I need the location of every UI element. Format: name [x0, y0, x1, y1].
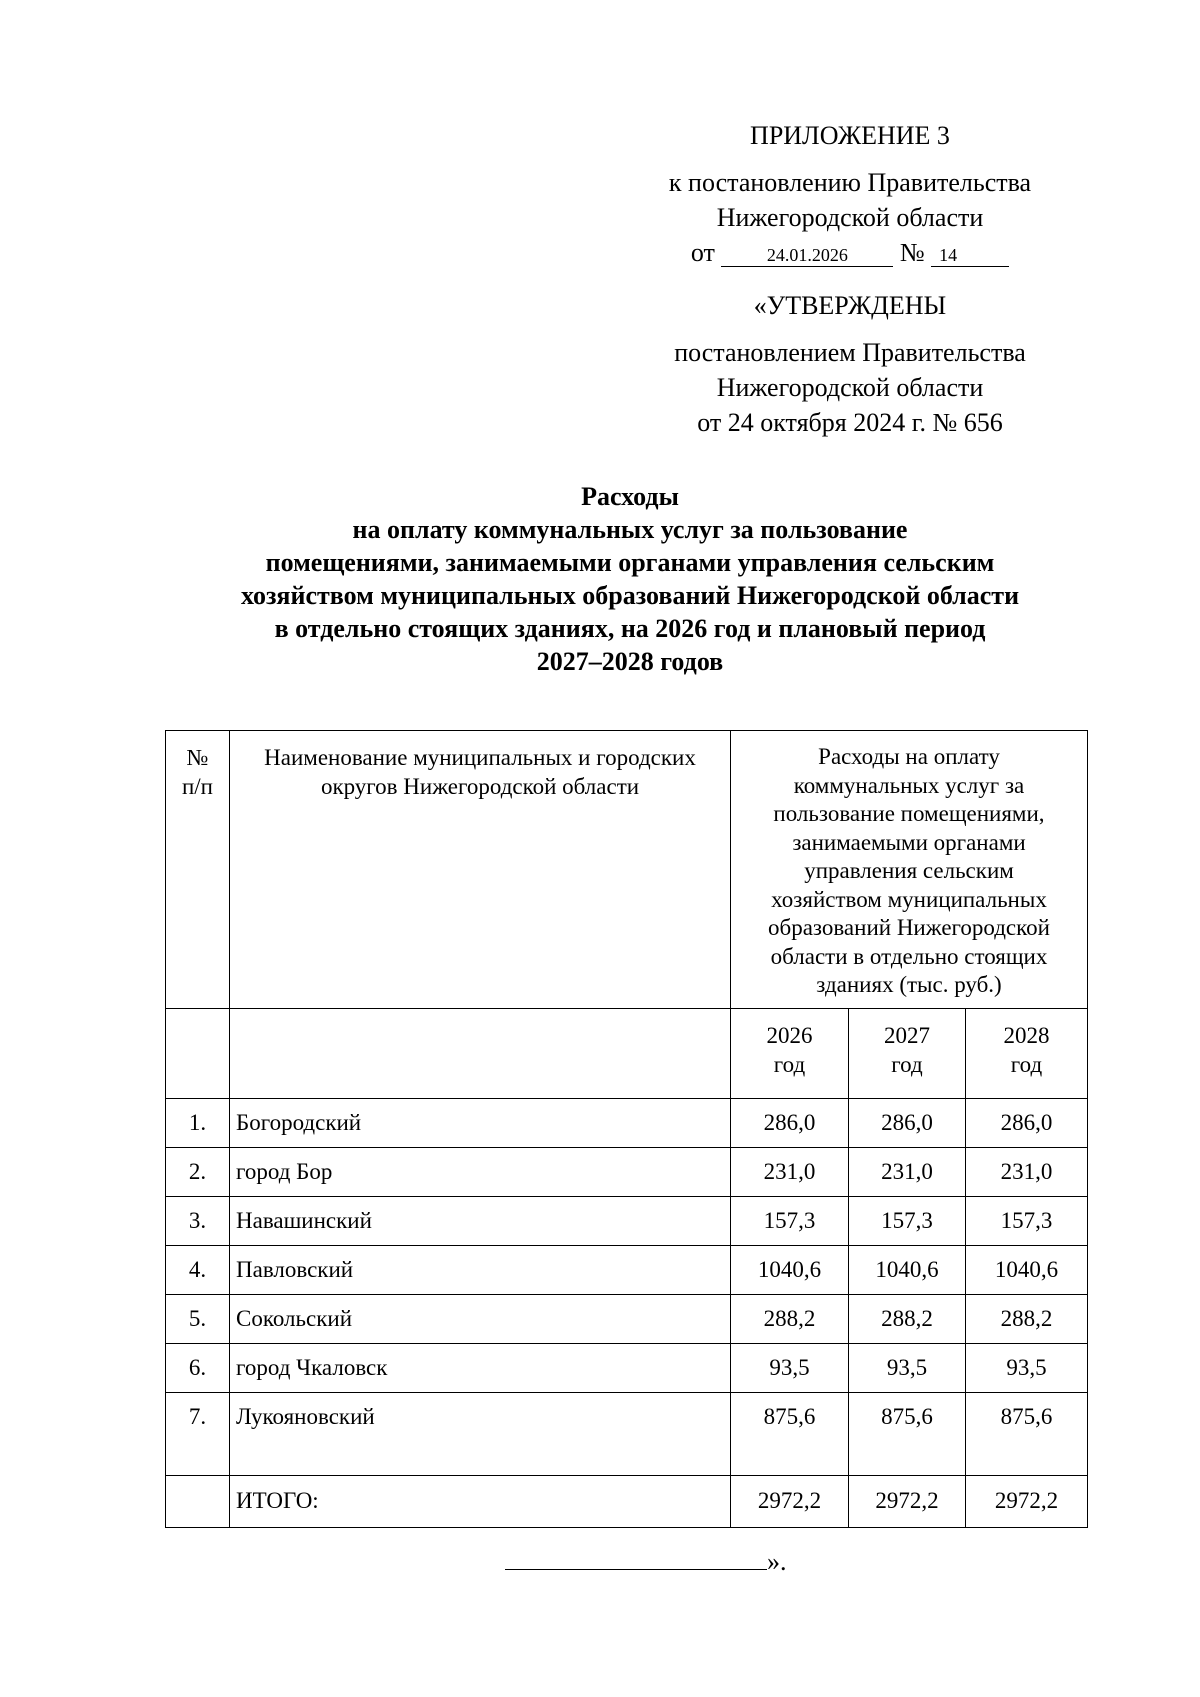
district-name: город Бор — [230, 1147, 731, 1196]
header-number — [166, 731, 230, 1009]
appendix-heading: ПРИЛОЖЕНИЕ 3 — [750, 121, 950, 150]
value-2028: 875,6 — [966, 1392, 1088, 1475]
row-number: 4. — [166, 1245, 230, 1294]
approved-line3: от 24 октября 2024 г. № 656 — [697, 408, 1003, 437]
row-number: 3. — [166, 1196, 230, 1245]
year-unit: год — [773, 1051, 806, 1077]
year-label: 2027 — [884, 1022, 930, 1048]
total-2028: 2972,2 — [966, 1475, 1088, 1527]
district-name: Навашинский — [230, 1196, 731, 1245]
value-2028: 286,0 — [966, 1098, 1088, 1147]
value-2028: 93,5 — [966, 1343, 1088, 1392]
value-2027: 286,0 — [849, 1098, 966, 1147]
value-2026: 231,0 — [731, 1147, 849, 1196]
district-name: Павловский — [230, 1245, 731, 1294]
value-2028: 1040,6 — [966, 1245, 1088, 1294]
title-line2: на оплату коммунальных услуг за пользование — [352, 515, 908, 544]
value-2026: 157,3 — [731, 1196, 849, 1245]
row-number: 7. — [166, 1392, 230, 1475]
table-row — [166, 1098, 1088, 1147]
header-expenses-line: зданиях (тыс. руб.) — [816, 972, 1002, 997]
date-prefix: от — [690, 238, 715, 267]
total-row — [166, 1475, 1088, 1527]
years-row — [166, 1008, 1088, 1098]
table-row — [166, 1245, 1088, 1294]
document-title — [180, 480, 1080, 678]
row-number: 5. — [166, 1294, 230, 1343]
year-unit: год — [1010, 1051, 1043, 1077]
total-label: ИТОГО: — [230, 1475, 731, 1527]
year-label: 2026 — [766, 1022, 813, 1048]
table-row — [166, 1294, 1088, 1343]
value-2027: 288,2 — [849, 1294, 966, 1343]
header-number-line1: № — [186, 745, 209, 770]
closing-quote: ». — [767, 1547, 787, 1576]
header-expenses-line: хозяйством муниципальных — [771, 886, 1047, 912]
resolution-number: 14 — [931, 244, 1009, 267]
value-2026: 1040,6 — [731, 1245, 849, 1294]
title-line4: хозяйством муниципальных образований Нижегородской области — [240, 581, 1020, 610]
years-empty-number — [166, 1008, 230, 1098]
district-name: Богородский — [230, 1098, 731, 1147]
value-2026: 93,5 — [731, 1343, 849, 1392]
header-number-line2: п/п — [181, 774, 213, 799]
total-2026: 2972,2 — [731, 1475, 849, 1527]
header-expenses-line: пользование помещениями, — [773, 801, 1045, 826]
table-row — [166, 1147, 1088, 1196]
value-2027: 875,6 — [849, 1392, 966, 1475]
value-2027: 1040,6 — [849, 1245, 966, 1294]
year-2026 — [731, 1008, 849, 1098]
value-2028: 157,3 — [966, 1196, 1088, 1245]
appendix-line1: к постановлению Правительства — [668, 168, 1032, 197]
row-number: 2. — [166, 1147, 230, 1196]
year-label: 2028 — [1003, 1022, 1050, 1048]
value-2027: 93,5 — [849, 1343, 966, 1392]
value-2028: 288,2 — [966, 1294, 1088, 1343]
approved-heading: «УТВЕРЖДЕНЫ — [753, 291, 947, 320]
header-expenses-line: области в отдельно стоящих — [770, 943, 1048, 969]
row-number: 6. — [166, 1343, 230, 1392]
title-line1: Расходы — [581, 482, 679, 511]
title-line6: 2027–2028 годов — [536, 647, 724, 676]
value-2028: 231,0 — [966, 1147, 1088, 1196]
header-expenses — [731, 731, 1088, 1009]
header-expenses-line: образований Нижегородской — [768, 915, 1050, 940]
total-empty-number — [166, 1475, 230, 1527]
value-2026: 286,0 — [731, 1098, 849, 1147]
title-line3: помещениями, занимаемыми органами управления сельским — [265, 548, 995, 577]
appendix-line2: Нижегородской области — [716, 203, 984, 232]
header-name-line1: Наименование муниципальных и городских — [264, 745, 696, 770]
header-name-line2: округов Нижегородской области — [320, 774, 640, 799]
header-expenses-line: занимаемыми органами — [792, 829, 1026, 855]
value-2026: 875,6 — [731, 1392, 849, 1475]
district-name: Сокольский — [230, 1294, 731, 1343]
resolution-date: 24.01.2026 — [721, 244, 893, 267]
value-2027: 157,3 — [849, 1196, 966, 1245]
appendix-block — [610, 118, 1090, 440]
years-empty-name — [230, 1008, 731, 1098]
row-number: 1. — [166, 1098, 230, 1147]
expenses-table — [165, 730, 1088, 1528]
table-row — [166, 1196, 1088, 1245]
value-2027: 231,0 — [849, 1147, 966, 1196]
district-name: город Чкаловск — [230, 1343, 731, 1392]
number-sign: № — [899, 238, 925, 267]
header-expenses-line: Расходы на оплату — [818, 744, 1000, 769]
year-unit: год — [891, 1051, 923, 1077]
header-expenses-line: коммунальных услуг за — [793, 772, 1025, 798]
header-expenses-line: управления сельским — [804, 858, 1014, 883]
closing-rule — [505, 1545, 767, 1570]
table-row — [166, 1392, 1088, 1475]
table-row — [166, 1343, 1088, 1392]
title-line5: в отдельно стоящих зданиях, на 2026 год и плановый период — [274, 614, 986, 643]
table-header-row — [166, 731, 1088, 1009]
year-2027 — [849, 1008, 966, 1098]
approved-line2: Нижегородской области — [716, 373, 984, 402]
year-2028 — [966, 1008, 1088, 1098]
appendix-date-line — [610, 235, 1090, 270]
closing-line — [505, 1545, 787, 1577]
district-name: Лукояновский — [230, 1392, 731, 1475]
value-2026: 288,2 — [731, 1294, 849, 1343]
header-name — [230, 731, 731, 1009]
approved-line1: постановлением Правительства — [674, 338, 1026, 367]
total-2027: 2972,2 — [849, 1475, 966, 1527]
